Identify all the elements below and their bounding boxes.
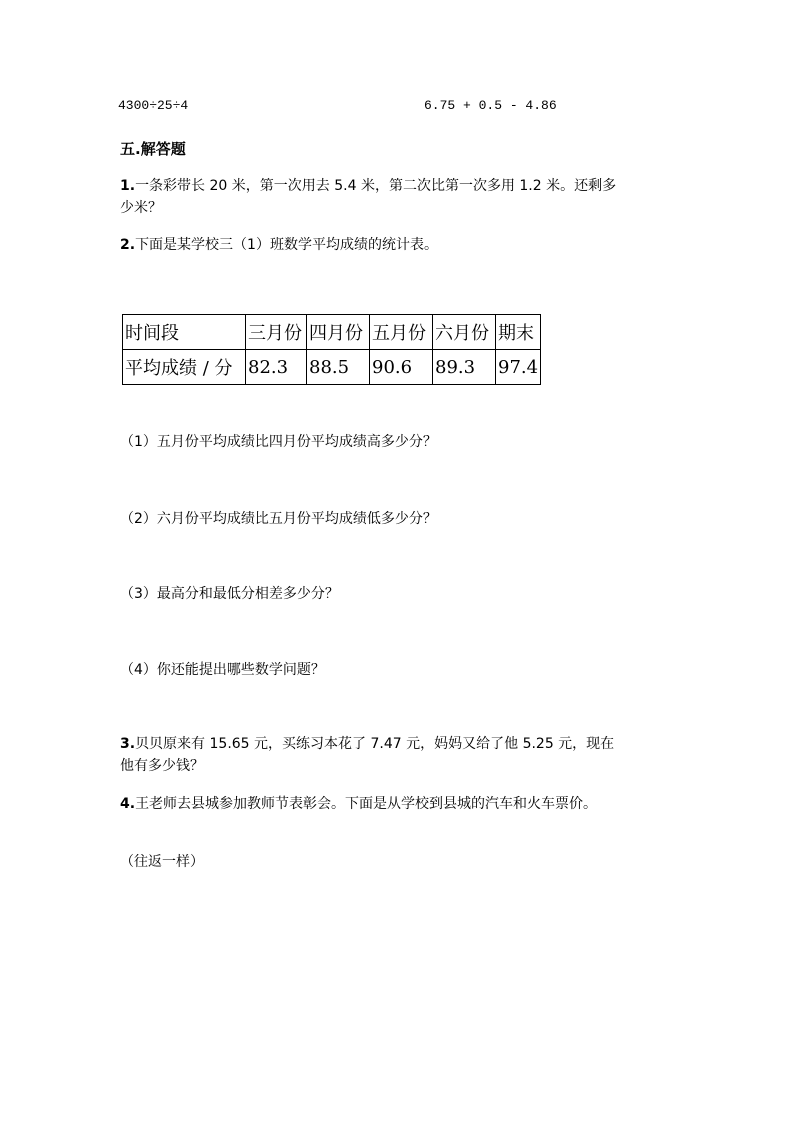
calc-expression-left: 4300÷25÷4 bbox=[118, 98, 189, 113]
table-cell: 82.3 bbox=[246, 350, 307, 385]
table-header-cell: 五月份 bbox=[370, 315, 433, 350]
table-cell: 97.4 bbox=[496, 350, 541, 385]
section-title: 五.解答题 bbox=[120, 140, 186, 158]
question-number: 2. bbox=[120, 237, 136, 253]
question-number: 3. bbox=[120, 736, 136, 752]
question-text-line1: 贝贝原来有 15.65 元，买练习本花了 7.47 元，妈妈又给了他 5.25 元，现在 bbox=[135, 736, 615, 752]
table-cell: 88.5 bbox=[307, 350, 370, 385]
sub-question-3: （3）最高分和最低分相差多少分？ bbox=[120, 586, 339, 602]
sub-question-4: （4）你还能提出哪些数学问题？ bbox=[120, 662, 325, 678]
table-header-cell: 三月份 bbox=[246, 315, 307, 350]
table-cell: 89.3 bbox=[433, 350, 496, 385]
table-header-row bbox=[123, 315, 541, 350]
question-4 bbox=[120, 793, 597, 815]
table-cell: 平均成绩 / 分 bbox=[123, 350, 246, 385]
table-cell: 90.6 bbox=[370, 350, 433, 385]
sub-question-2: （2）六月份平均成绩比五月份平均成绩低多少分？ bbox=[120, 511, 437, 527]
table-header-cell: 时间段 bbox=[123, 315, 246, 350]
question-text-line2: 少米？ bbox=[120, 200, 162, 216]
question-text: 下面是某学校三（1）班数学平均成绩的统计表。 bbox=[135, 237, 438, 253]
question-number: 4. bbox=[120, 796, 136, 812]
question-1 bbox=[120, 175, 616, 219]
question-text-line2: 他有多少钱？ bbox=[120, 758, 204, 774]
question-2 bbox=[120, 234, 438, 256]
table-header-cell: 四月份 bbox=[307, 315, 370, 350]
table-header-cell: 六月份 bbox=[433, 315, 496, 350]
question-3 bbox=[120, 733, 614, 777]
table-header-cell: 期末 bbox=[496, 315, 541, 350]
table-row bbox=[123, 350, 541, 385]
question-4-note: （往返一样） bbox=[120, 854, 204, 870]
calc-expression-right: 6.75 + 0.5 - 4.86 bbox=[424, 98, 557, 113]
question-text: 王老师去县城参加教师节表彰会。下面是从学校到县城的汽车和火车票价。 bbox=[135, 796, 598, 812]
grades-table bbox=[122, 314, 541, 385]
question-number: 1. bbox=[120, 178, 136, 194]
question-text-line1: 一条彩带长 20 米，第一次用去 5.4 米，第二次比第一次多用 1.2 米。还剩多 bbox=[135, 178, 617, 194]
sub-question-1: （1）五月份平均成绩比四月份平均成绩高多少分？ bbox=[120, 434, 437, 450]
